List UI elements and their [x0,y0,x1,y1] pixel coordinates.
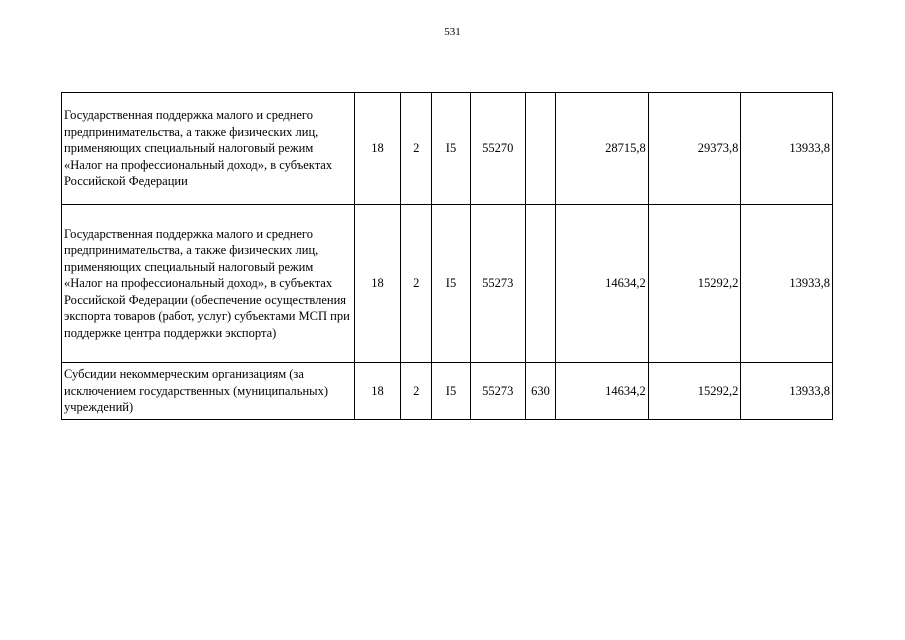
subsection-code: I5 [432,205,470,363]
ministry-code: 18 [354,363,400,420]
row-name: Субсидии некоммерческим организациям (за исключением государственных (муниципальных) учреждений) [62,363,355,420]
amount-year-1: 14634,2 [556,205,649,363]
expense-type-code [525,93,555,205]
amount-year-3: 13933,8 [741,93,833,205]
budget-table [61,92,833,420]
target-code: 55270 [470,93,525,205]
target-code: 55273 [470,205,525,363]
row-name: Государственная поддержка малого и среднего предпринимательства, а также физических лиц, применяющих специальный налоговый режим «Налог на профессиональный доход», в субъектах Российской Федерации [62,93,355,205]
amount-year-1: 14634,2 [556,363,649,420]
expense-type-code [525,205,555,363]
ministry-code: 18 [354,205,400,363]
section-code: 2 [401,93,432,205]
amount-year-3: 13933,8 [741,205,833,363]
amount-year-2: 15292,2 [648,205,741,363]
target-code: 55273 [470,363,525,420]
amount-year-1: 28715,8 [556,93,649,205]
amount-year-3: 13933,8 [741,363,833,420]
section-code: 2 [401,363,432,420]
row-name: Государственная поддержка малого и среднего предпринимательства, а также физических лиц, применяющих специальный налоговый режим «Налог на профессиональный доход», в субъектах Российской Федерации (обеспечение осуществления экспорта товаров (работ, услуг) субъектами МСП при поддержке центра поддержки экспорта) [62,205,355,363]
ministry-code: 18 [354,93,400,205]
amount-year-2: 15292,2 [648,363,741,420]
table-row [62,205,833,363]
table-row [62,93,833,205]
subsection-code: I5 [432,93,470,205]
subsection-code: I5 [432,363,470,420]
expense-type-code: 630 [525,363,555,420]
table-row [62,363,833,420]
page-number: 531 [444,26,461,38]
amount-year-2: 29373,8 [648,93,741,205]
section-code: 2 [401,205,432,363]
